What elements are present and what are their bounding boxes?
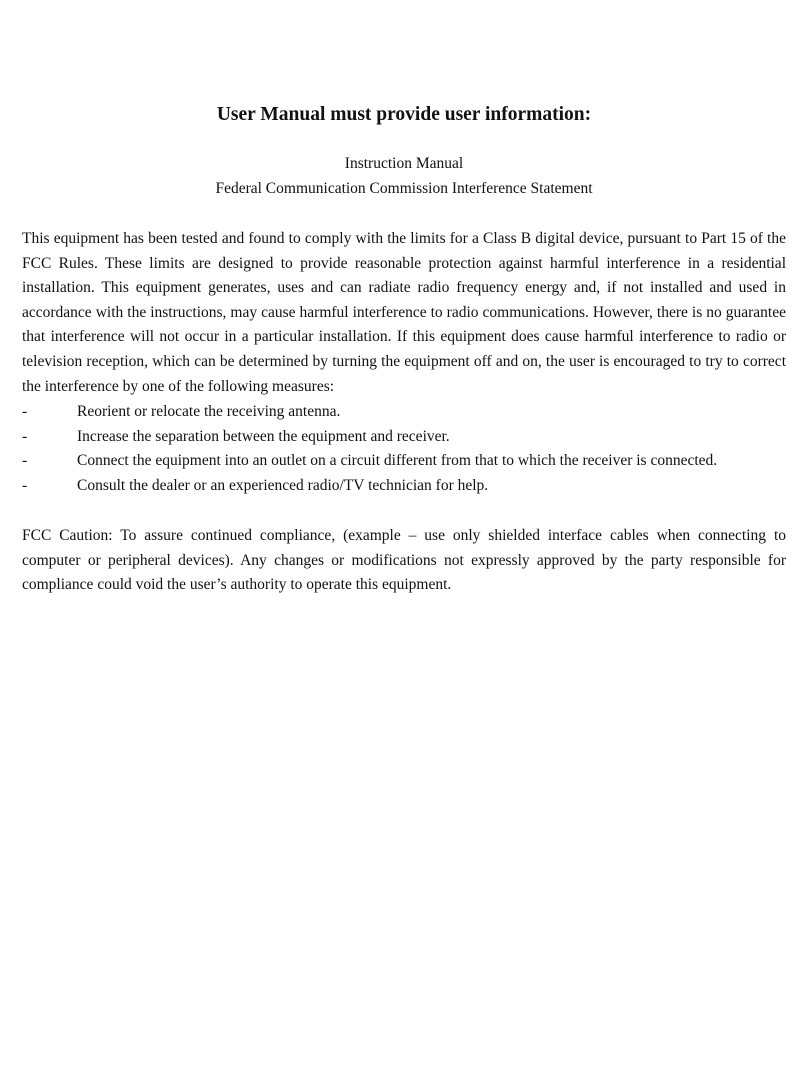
page-title: User Manual must provide user information: — [216, 104, 592, 125]
list-item-text: Connect the equipment into an outlet on a circuit different from that to which the receiver is connected. — [77, 452, 718, 470]
list-item — [22, 474, 786, 499]
list-item-text: Consult the dealer or an experienced radio/TV technician for help. — [77, 476, 489, 494]
list-item-text: Increase the separation between the equipment and receiver. — [77, 427, 450, 445]
list-item — [22, 400, 786, 425]
manual-subtitle: Instruction Manual — [344, 155, 464, 172]
fcc-caution-paragraph: FCC Caution: To assure continued compliance, (example – use only shielded interface cables when connecting to computer or peripheral devices). Any changes or modifications not expressly approved by the party responsible for compliance could void the user’s authority to operate this equipment. — [22, 527, 786, 594]
list-dash: - — [22, 403, 28, 420]
list-item — [22, 449, 786, 474]
list-dash: - — [22, 427, 28, 445]
measures-list — [22, 400, 786, 498]
list-dash: - — [22, 476, 28, 494]
list-item-text: Reorient or relocate the receiving antenna. — [77, 403, 341, 420]
list-dash: - — [22, 452, 28, 470]
fcc-compliance-paragraph: This equipment has been tested and found to comply with the limits for a Class B digital device, pursuant to Part 15 of the FCC Rules. These limits are designed to provide reasonable protection against harmful interference in a residential installation. This equipment generates, uses and can radiate radio frequency energy and, if not installed and used in accordance with the instructions, may cause harmful interference to radio communications. However, there is no guarantee that interference will not occur in a particular installation. If this equipment does cause harmful interference to radio or television reception, which can be determined by turning the equipment off and on, the user is encouraged to try to correct the interference by one of the following measures: — [22, 230, 786, 395]
list-item — [22, 425, 786, 450]
statement-subtitle: Federal Communication Commission Interference Statement — [215, 180, 593, 197]
